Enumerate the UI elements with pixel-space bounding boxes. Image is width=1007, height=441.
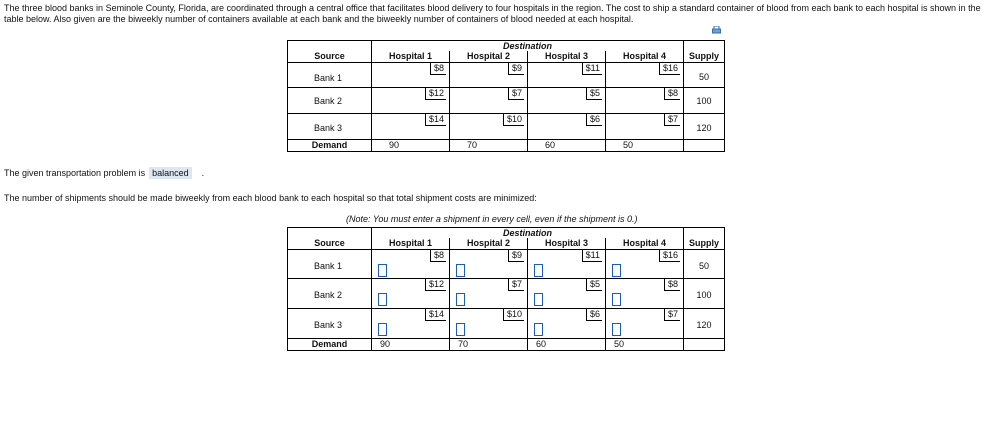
- bank-row-label: Bank 2: [288, 88, 372, 114]
- supply-value: 100: [684, 279, 725, 309]
- shipment-input[interactable]: [456, 293, 465, 306]
- shipment-input[interactable]: [534, 264, 543, 277]
- cost-cell: $10: [450, 114, 528, 140]
- shipment-cell: $12: [372, 279, 450, 309]
- source-header: Source: [288, 51, 372, 63]
- demand-value: 60: [528, 140, 606, 152]
- balanced-dropdown[interactable]: balanced: [149, 167, 192, 179]
- note-text: (Note: You must enter a shipment in every cell, even if the shipment is 0.): [346, 214, 638, 224]
- supply-header: Supply: [684, 51, 725, 63]
- shipment-cell: $7: [606, 309, 684, 339]
- hospital-header: Hospital 1: [372, 51, 450, 63]
- shipment-input[interactable]: [456, 323, 465, 336]
- hospital-header: Hospital 4: [606, 51, 684, 63]
- supply-value: 120: [684, 114, 725, 140]
- print-icon[interactable]: [712, 26, 721, 34]
- shipment-cell: $8: [606, 279, 684, 309]
- supply-value: 120: [684, 309, 725, 339]
- shipment-input[interactable]: [456, 264, 465, 277]
- shipment-input[interactable]: [378, 323, 387, 336]
- shipment-cell: $8: [372, 250, 450, 279]
- bank-row-label: Bank 1: [288, 63, 372, 88]
- shipment-input[interactable]: [612, 323, 621, 336]
- demand-empty: [684, 339, 725, 351]
- demand-value: 60: [528, 339, 606, 351]
- hospital-header: Hospital 2: [450, 51, 528, 63]
- shipment-input[interactable]: [534, 323, 543, 336]
- shipment-input[interactable]: [378, 293, 387, 306]
- cost-cell: $8: [606, 88, 684, 114]
- shipment-cell: $10: [450, 309, 528, 339]
- bank-row-label: Bank 1: [288, 250, 372, 279]
- shipment-table: [287, 227, 725, 351]
- problem-description: The three blood banks in Seminole County, Florida, are coordinated through a central office that facilitates blood delivery to four hospitals in the region. The cost to ship a standard container of blood from each bank to each hospital is shown in the table below. Also given are the biweekly number of containers available at each bank and the biweekly number of containers of blood needed at each hospital.: [4, 3, 981, 24]
- cost-cell: $7: [450, 88, 528, 114]
- shipment-cell: $9: [450, 250, 528, 279]
- shipment-cell: $16: [606, 250, 684, 279]
- destination-header: Destination: [372, 41, 684, 52]
- cost-cell: $11: [528, 63, 606, 88]
- cost-cell: $12: [372, 88, 450, 114]
- balanced-suffix: .: [201, 168, 205, 178]
- demand-value: 70: [450, 140, 528, 152]
- hospital-header: Hospital 1: [372, 238, 450, 250]
- shipment-cell: $6: [528, 309, 606, 339]
- supply-value: 50: [684, 63, 725, 88]
- hospital-header: Hospital 3: [528, 51, 606, 63]
- source-header: Source: [288, 238, 372, 250]
- cost-table: [287, 40, 725, 152]
- bank-row-label: Bank 3: [288, 114, 372, 140]
- shipment-input[interactable]: [534, 293, 543, 306]
- demand-empty: [684, 140, 725, 152]
- demand-value: 70: [450, 339, 528, 351]
- cost-cell: $8: [372, 63, 450, 88]
- shipment-cell: $11: [528, 250, 606, 279]
- balanced-statement: [4, 167, 204, 179]
- cost-cell: $7: [606, 114, 684, 140]
- bank-row-label: Bank 3: [288, 309, 372, 339]
- shipment-input[interactable]: [378, 264, 387, 277]
- bank-row-label: Bank 2: [288, 279, 372, 309]
- demand-value: 90: [372, 339, 450, 351]
- destination-header: Destination: [372, 228, 684, 239]
- cost-cell: $6: [528, 114, 606, 140]
- hospital-header: Hospital 4: [606, 238, 684, 250]
- shipment-cell: $5: [528, 279, 606, 309]
- demand-label: Demand: [288, 140, 372, 152]
- shipment-input[interactable]: [612, 293, 621, 306]
- cost-cell: $5: [528, 88, 606, 114]
- supply-value: 100: [684, 88, 725, 114]
- cost-cell: $9: [450, 63, 528, 88]
- shipment-input[interactable]: [612, 264, 621, 277]
- demand-value: 50: [606, 339, 684, 351]
- demand-label: Demand: [288, 339, 372, 351]
- supply-value: 50: [684, 250, 725, 279]
- cost-cell: $16: [606, 63, 684, 88]
- hospital-header: Hospital 2: [450, 238, 528, 250]
- shipment-cell: $14: [372, 309, 450, 339]
- shipment-cell: $7: [450, 279, 528, 309]
- demand-value: 90: [372, 140, 450, 152]
- cost-cell: $14: [372, 114, 450, 140]
- hospital-header: Hospital 3: [528, 238, 606, 250]
- balanced-prefix: The given transportation problem is: [4, 168, 146, 178]
- supply-header: Supply: [684, 238, 725, 250]
- demand-value: 50: [606, 140, 684, 152]
- shipments-instruction: The number of shipments should be made biweekly from each blood bank to each hospital so that total shipment costs are minimized:: [4, 193, 537, 203]
